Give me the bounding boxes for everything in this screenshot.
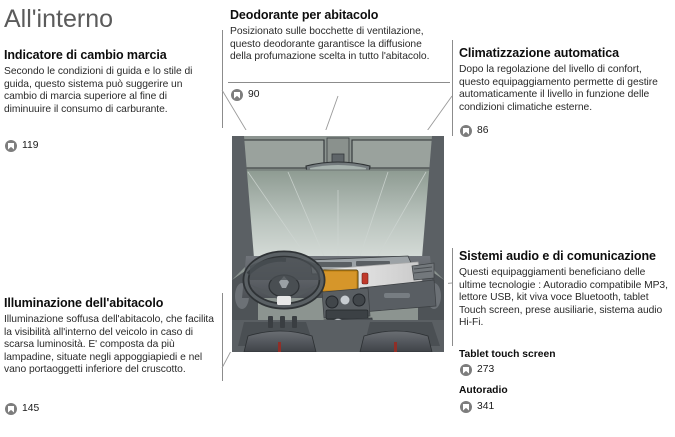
- section-cabin-lighting: [4, 296, 216, 377]
- section-audio-communication-systems: [459, 249, 671, 330]
- section-heading: Sistemi audio e di comunicazione: [459, 249, 656, 263]
- subsection-label-autoradio: Autoradio: [459, 385, 508, 396]
- section-heading: Deodorante per abitacolo: [230, 8, 379, 22]
- page-ref-gear-shift-indicator[interactable]: [5, 139, 38, 153]
- section-body: Dopo la regolazione del livello di confort, questo equipaggiamento permette di gestire automaticamente il livello in funzione delle condizioni climatiche esterne.: [459, 64, 658, 113]
- section-body: Questi equipaggiamenti beneficiano delle ultime tecnologie : Autoradio compatibile MP3, lettore USB, kit viva voce Bluetooth, tablet Touch screen, prese ausiliarie, sistema audio Hi-Fi.: [459, 267, 668, 329]
- car-interior-dashboard-illustration: [228, 130, 448, 352]
- manual-page-icon: [460, 364, 472, 376]
- page-ref-cabin-lighting[interactable]: [5, 402, 39, 416]
- divider-vertical-left-top: [222, 30, 223, 128]
- section-automatic-climate-control: [459, 46, 669, 114]
- section-heading: Illuminazione dell'abitacolo: [4, 296, 164, 310]
- page-ref-automatic-climate-control[interactable]: [460, 124, 488, 138]
- divider-vertical-right-top: [452, 40, 453, 136]
- divider-vertical-left-bottom: [222, 293, 223, 381]
- page-ref-cabin-deodorant[interactable]: [231, 88, 259, 102]
- page-ref-number: 145: [22, 403, 40, 414]
- section-gear-shift-indicator: [4, 48, 214, 116]
- page-ref-number: 90: [248, 89, 260, 100]
- manual-page-icon: [460, 125, 472, 137]
- section-body: Secondo le condizioni di guida e lo stile di guida, questo sistema può suggerire un cambio di marcia superiore al fine di diminuuire il consumo di carburante.: [4, 66, 193, 115]
- manual-page-icon: [460, 401, 472, 413]
- section-body: Posizionato sulle bocchette di ventilazione, questo deodorante garantisce la diffusione della profumazione scelta in tutto l'abitacolo.: [230, 26, 430, 63]
- page-ref-number: 86: [477, 125, 489, 136]
- manual-page-icon: [5, 140, 17, 152]
- page-ref-number: 119: [22, 140, 39, 151]
- section-body: Illuminazione soffusa dell'abitacolo, che facilita la visibilità all'interno del veicolo in caso di scarsa luminosità. E' composta da più lampadine, situate negli appoggiapiedi e nel vano portaoggetti inferiore del cruscotto.: [4, 314, 214, 376]
- page-title: All'interno: [4, 5, 113, 33]
- manual-page-icon: [231, 89, 243, 101]
- divider-horizontal-top-center: [228, 82, 450, 83]
- page-ref-tablet-touch-screen[interactable]: [460, 363, 494, 377]
- divider-vertical-right-bottom: [452, 248, 453, 346]
- page-ref-number: 341: [477, 401, 495, 412]
- section-heading: Indicatore di cambio marcia: [4, 48, 167, 62]
- manual-page-icon: [5, 403, 17, 415]
- page-ref-autoradio[interactable]: [460, 400, 494, 414]
- section-cabin-deodorant: [230, 8, 442, 64]
- section-heading: Climatizzazione automatica: [459, 46, 619, 60]
- page-ref-number: 273: [477, 364, 495, 375]
- subsection-label-tablet-touch-screen: Tablet touch screen: [459, 349, 556, 360]
